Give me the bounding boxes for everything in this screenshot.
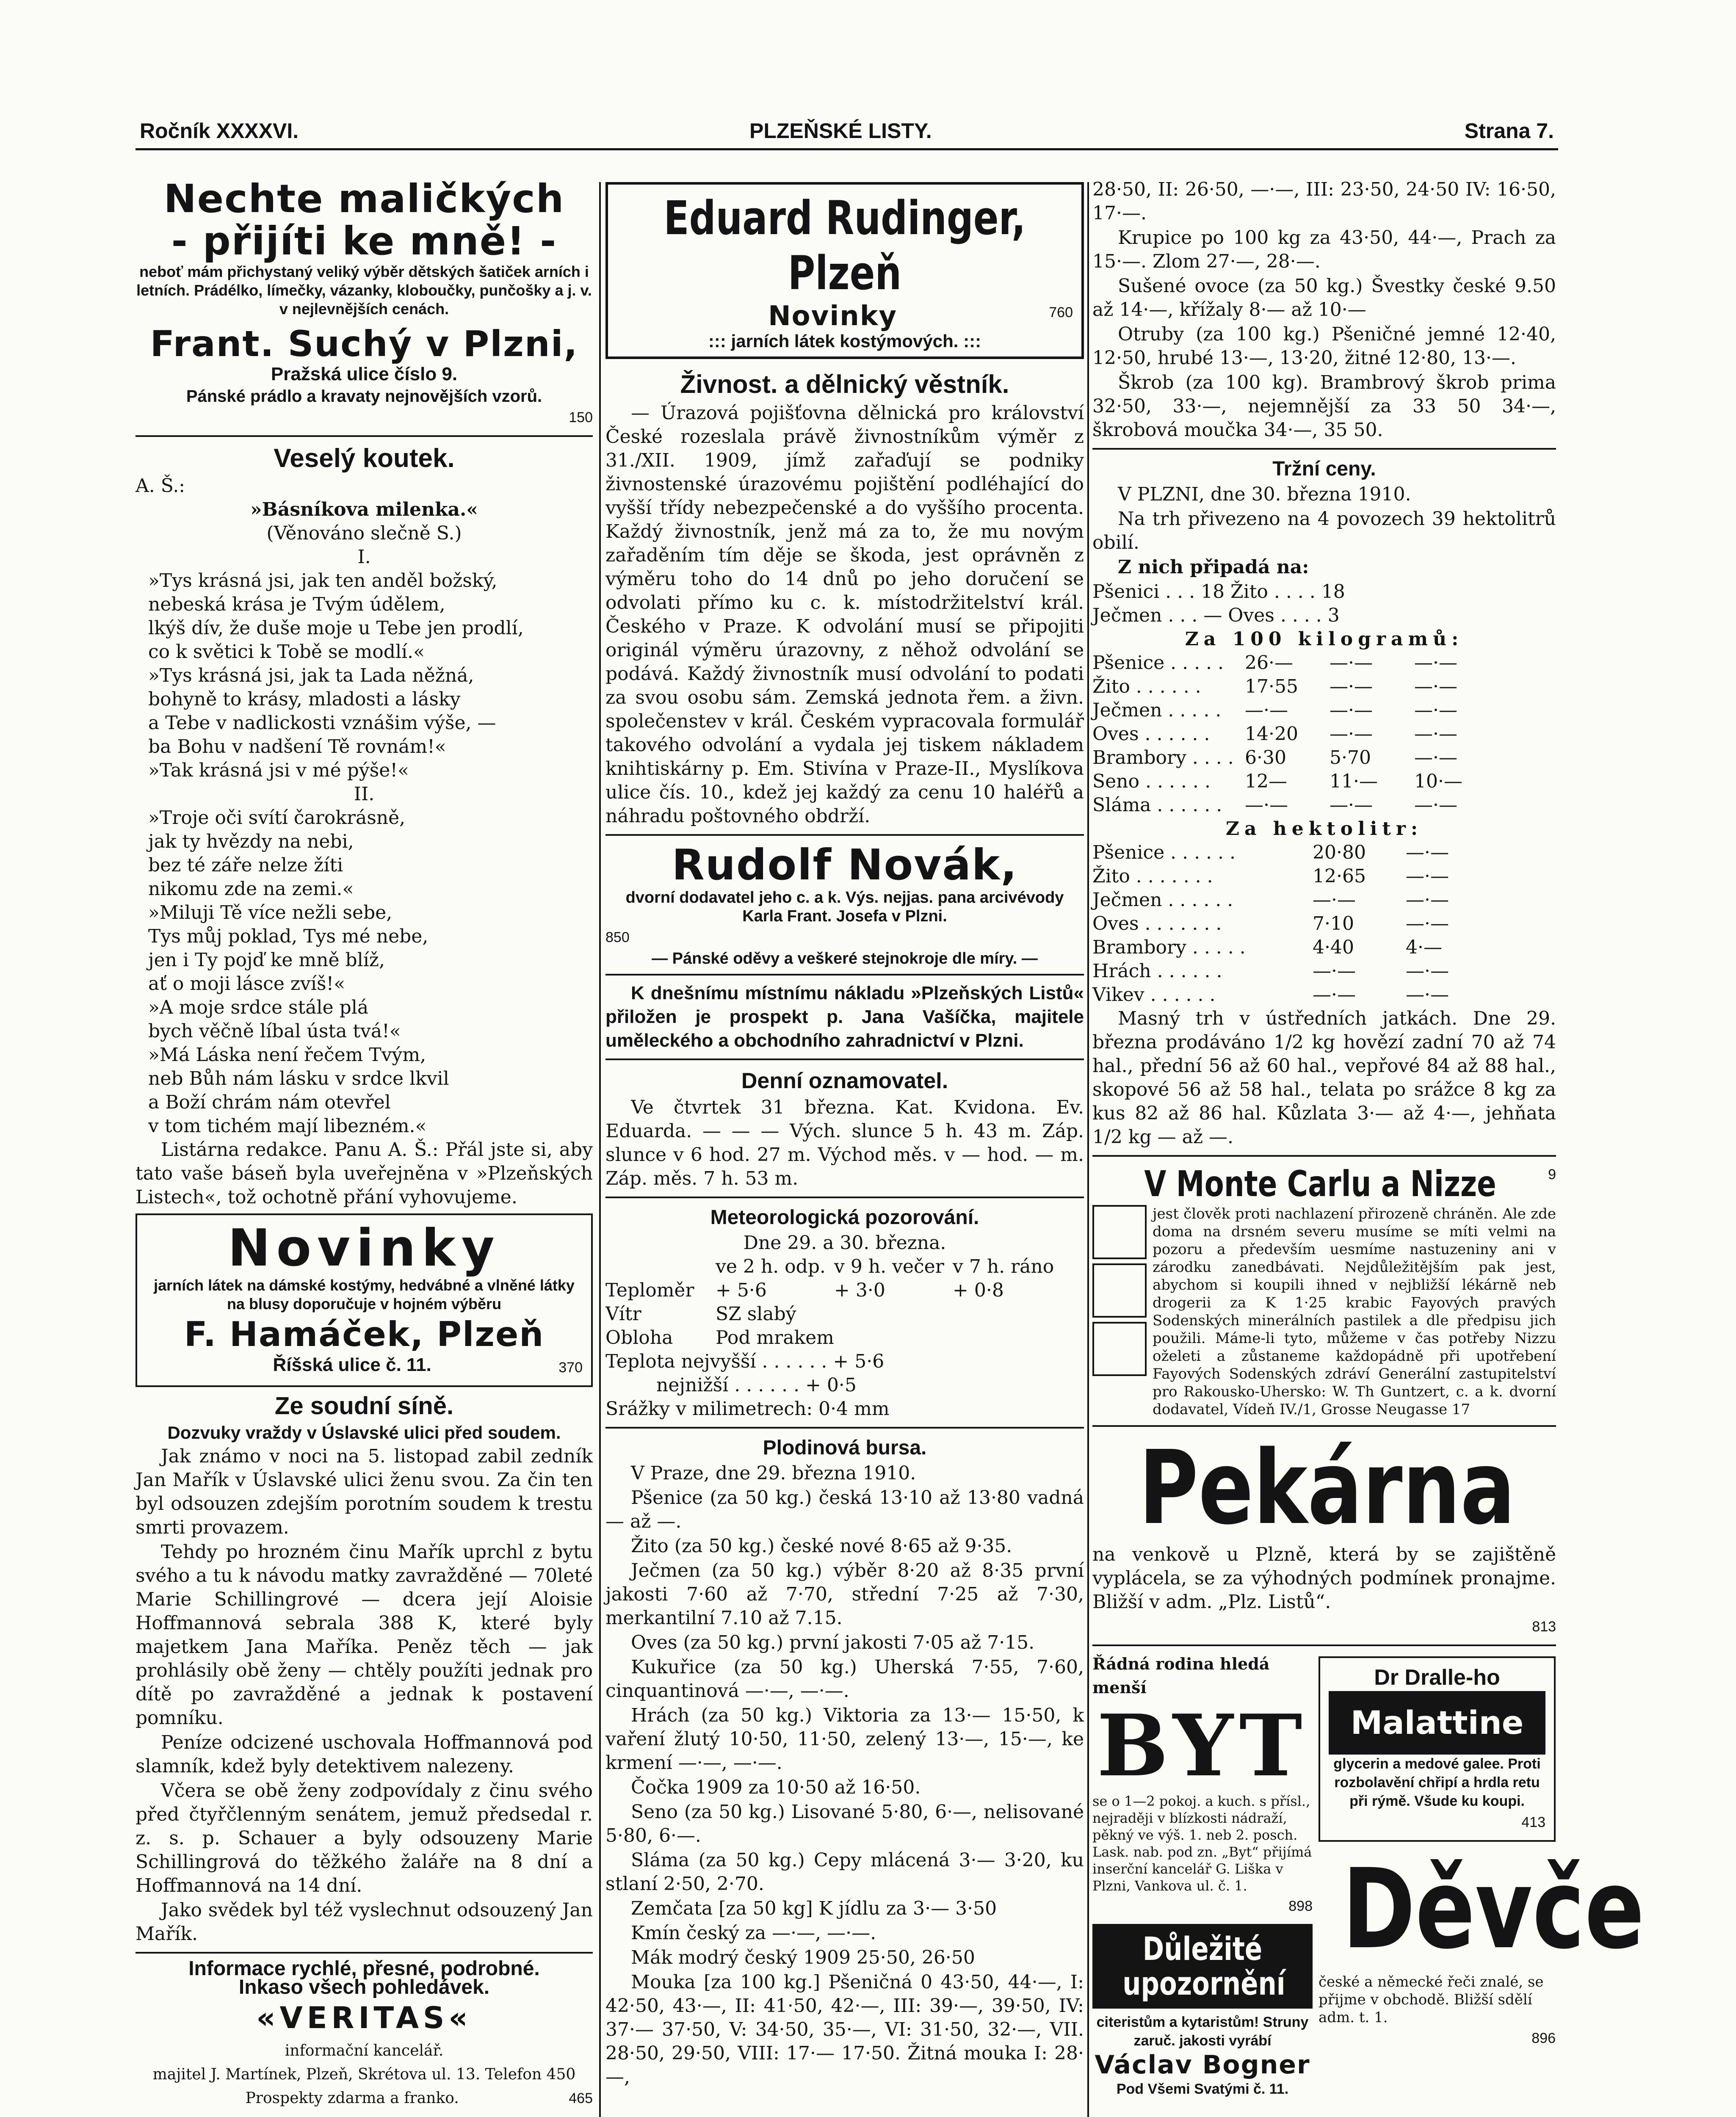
ad-malattine xyxy=(1319,1656,1556,1842)
kg-cell: —·— xyxy=(1245,794,1288,816)
ad-monte-number: 9 xyxy=(1548,1166,1556,1183)
poem-stanza-2 xyxy=(135,806,593,1138)
poem-line: Tys můj poklad, Tys mé nebe, xyxy=(148,926,428,947)
bursa-continued: Otruby (za 100 kg.) Pšeničné jemné 12·40, 12·50, hrubé 13·—, 13·20, žitné 12·80, 13·—. xyxy=(1092,323,1556,369)
ad-hamacek-title: Novinky xyxy=(228,1219,500,1278)
poem-line: a Tebe v nadlickosti vznášim výše, — xyxy=(148,712,496,734)
ad-hamacek xyxy=(135,1213,593,1387)
ad-rudinger-title: Novinky xyxy=(768,301,898,332)
poem-line: ať o moji lásce zvíš!« xyxy=(148,973,346,995)
trzni-kg-title: Za 100 kilogramů: xyxy=(1185,628,1464,650)
vesely-koutek-title: Veselý koutek. xyxy=(274,444,455,473)
kg-row-name: Seno . . . . . . xyxy=(1092,771,1211,792)
poem-author: A. Š.: xyxy=(135,475,185,497)
meteo-col-header: v 7 h. ráno xyxy=(953,1256,1054,1277)
soud-paragraph: Jak známo v noci na 5. listopad zabil zedník Jan Mařík v Úslavské ulici ženu svou. Za čin ten byl odsouzen zdejším porotním soudem k trestu smrti provazem. xyxy=(135,1445,593,1538)
kg-row-name: Ječmen . . . . . xyxy=(1092,699,1222,721)
ad-byt-intro: Řádná rodina hledá menší xyxy=(1092,1654,1270,1697)
ad-pekarna-body: na venkově u Plzně, která by se zajištěně vyplácela, se za výhodných podmínek pronajme. Bližší v adm. „Plz. Listů“. xyxy=(1092,1544,1556,1613)
kg-cell: —·— xyxy=(1330,676,1373,697)
kg-cell: —·— xyxy=(1330,699,1373,721)
ads-bottom-row xyxy=(1092,1652,1645,2098)
kg-cell: 5·70 xyxy=(1330,747,1371,768)
ad-malattine-column xyxy=(1319,1652,1645,2098)
trzni-hl-title: Za hektolitr: xyxy=(1225,818,1423,840)
ad-monte-title: V Monte Carlu a Nizze xyxy=(1144,1163,1496,1205)
ad-malattine-intro: Dr Dralle-ho xyxy=(1374,1665,1500,1690)
ad-veritas-subtitle: informační kancelář. xyxy=(285,2042,444,2059)
hl-cell: —·— xyxy=(1406,960,1449,982)
soud-paragraph: Peníze odcizené uschovala Hoffmannová pod slamník, kdež byly detektivem nalezeny. xyxy=(135,1732,593,1777)
meteo-cell xyxy=(953,1326,1071,1350)
meteo-row-label: Vítr xyxy=(605,1303,641,1325)
kg-cell: —·— xyxy=(1414,652,1457,674)
meteo-cell xyxy=(834,1326,953,1350)
bursa-continued: 28·50, II: 26·50, —·—, III: 23·50, 24·50 IV: 16·50, 17·—. xyxy=(1092,179,1556,224)
kg-cell: 10·— xyxy=(1414,771,1462,792)
newspaper-title: PLZEŇSKÉ LISTY. xyxy=(749,119,932,143)
poem-line: »Tys krásná jsi, jak ta Lada něžná, xyxy=(148,665,474,686)
zivnost-paragraph: — Úrazová pojišťovna dělnická pro království České rozeslala právě živnostníkům výměr z 31./XII. 1909, jímž zařaďují se podniky živnostenské úrazovému pojištění podléhající do vyšší třídy nebezpečenské a do vyššího procenta. Každý živnostník, jenž má za to, že mu novým zařaděním tím děje se škoda, jest oprávněn z výměru toho do 14 dnů po jeho doručení se odvolati přímo ku c. k. místodržitelství král. Českého v Praze. K odvolání musí se připojiti originál výměru úrazovny, z něhož odvolání se podává. Každý živnostník musí odvolání to podati za svou osobu sám. Zemská jednota řem. a živn. společenstev v král. Českém vypracovala formulář takového odvolání a vydala jej tiskem nákladem knihtiskárny p. Em. Stivína v Praze-II., Myslíkova ulice čís. 10., kdež jej každý za cenu 10 haléřů a náhradu poštovného obdrží. xyxy=(605,402,1084,827)
poem-line: »Miluji Tě více nežli sebe, xyxy=(148,902,393,923)
meteo xyxy=(605,1204,1084,1421)
zivnost-title: Živnost. a dělnický věstník. xyxy=(680,370,1009,398)
hl-cell: —·— xyxy=(1406,889,1449,911)
hl-cell: 7·10 xyxy=(1313,913,1354,934)
soud-paragraph: Tehdy po hrozném činu Mařík uprchl z bytu svého a tu k návodu matky zavražděné — 70leté Marie Schillingrové — dcera její Aloisie Hoffmannová sebrala 388 K, které byly majetkem Jana Maříka. Peněz těch — jak prohlásily obě ženy — chtěly použíti jednak pro dítě po zavražděné a jednak k postavení pomníku. xyxy=(135,1541,593,1729)
meteo-cell: SZ slabý xyxy=(716,1303,796,1325)
header-rule xyxy=(135,148,1558,150)
poem-line: nebeská krása je Tvým údělem, xyxy=(148,594,445,615)
ad-pekarna-title: Pekárna xyxy=(1139,1429,1515,1547)
meteo-row-label: Obloha xyxy=(605,1327,673,1349)
soud-paragraph: Včera se obě ženy zodpovídaly z činu svého před čtyřčlenným senátem, jemuž předsedal r. z. s. p. Schauer a byly odsouzeny Marie Schillingrová do těžkého žaláře na 8 dní a Hoffmannová na 14 dní. xyxy=(135,1780,593,1896)
bursa-title: Plodinová bursa. xyxy=(763,1437,927,1459)
meteo-min-temp: nejnižší . . . . . . + 0·5 xyxy=(656,1374,857,1396)
ad-veritas-number: 465 xyxy=(569,2090,593,2106)
kg-cell: 12— xyxy=(1245,771,1287,792)
poem-line: »Má Láska není řečem Tvým, xyxy=(148,1044,426,1066)
ad-pekarna xyxy=(1092,1429,1556,1639)
hl-cell: —·— xyxy=(1406,913,1449,934)
ad-veritas-owner: majitel J. Martínek, Plzeň, Skrétova ul. 13. Telefon 450 xyxy=(152,2066,576,2083)
poem-part-1: I. xyxy=(357,546,371,568)
bursa-line: Žito (za 50 kg.) české nové 8·65 až 9·35. xyxy=(631,1535,1012,1557)
masny-trh: Masný trh v ústředních jatkách. Dne 29. března prodáváno 1/2 kg hovězí zadní 70 až 74 hal., přední 56 až 60 hal., vepřové 84 až 88 hal., skopové 56 až 58 hal., telata po srážce 8 kg za kus 82 až 86 hal. Kůzlata 3·— až 4·—, jehňata 1/2 kg — až —. xyxy=(1092,1008,1556,1148)
soudni-sin xyxy=(135,1391,593,1946)
ad-upozorneni-name: Václav Bogner xyxy=(1095,2050,1310,2080)
ad-byt-title: BYT xyxy=(1097,1696,1308,1796)
trzni-line: Ječmen . . . — Oves . . . . 3 xyxy=(1092,605,1340,626)
ad-byt-column xyxy=(1092,1652,1313,2098)
hl-row-name: Žito . . . . . . . xyxy=(1092,865,1213,887)
bursa-line: Hrách (za 50 kg.) Viktoria za 13·— 15·50, k vaření žlutý 10·50, 11·50, zelený 13·—, 15·—, ke krmení —·—, —·—. xyxy=(605,1705,1084,1774)
poem-line: lkýš dív, že duše moje u Tebe jen prodlí, xyxy=(148,617,524,639)
ad-novak-number: 850 xyxy=(605,929,630,945)
poem-line: »Troje oči svítí čarokrásně, xyxy=(148,807,406,829)
kg-cell: —·— xyxy=(1330,723,1373,745)
ad-suchy-address: Pražská ulice číslo 9. xyxy=(271,364,458,384)
bursa-line: Mouka [za 100 kg.] Pšeničná 0 43·50, 44·—, I: 42·50, 43·—, II: 41·50, 42·—, III: 39·—, 39·50, IV: 37·— 37·50, V: 34·50, 35·—, VI: 31·50, 32·—, VII. 28·50, 29·50, VIII: 17·— 17·50. Žitná mouka I: 28·—, xyxy=(605,1971,1084,2088)
page-number: Strana 7. xyxy=(1464,119,1554,143)
kg-cell: —·— xyxy=(1414,699,1457,721)
trzni-intro: Na trh přivezeno na 4 povozech 39 hektolitrů obilí. xyxy=(1092,508,1556,553)
meteo-col-header: v 9 h. večer xyxy=(834,1256,944,1277)
ad-hamacek-body: jarních látek na dámské kostýmy, hedvábné a vlněné látky na blusy doporučuje v hojném výběru xyxy=(154,1277,575,1313)
kg-cell: 17·55 xyxy=(1245,676,1298,697)
bursa xyxy=(605,1434,1084,2089)
denni-body: Ve čtvrtek 31 března. Kat. Kvidona. Ev. Eduarda. — — — Vých. slunce 5 h. 43 m. Záp. slunce v 6 hod. 27 m. Východ měs. v — hod. — m. Záp. měs. 7 h. 53 m. xyxy=(605,1097,1084,1189)
ad-rudinger-name: Eduard Rudinger, Plzeň xyxy=(663,191,1026,300)
trzni-hl-table xyxy=(1092,841,1556,1007)
ad-malattine-number: 413 xyxy=(1521,1814,1545,1830)
hl-row-name: Brambory . . . . . xyxy=(1092,937,1246,958)
poem-part-2: II. xyxy=(354,783,375,805)
poem-line: neb Bůh nám lásku v srdce lkvil xyxy=(148,1068,449,1089)
soud-title: Ze soudní síně. xyxy=(274,1392,454,1420)
hl-cell: 12·65 xyxy=(1313,865,1366,887)
bursa-line: Čočka 1909 za 10·50 až 16·50. xyxy=(631,1777,921,1798)
ad-upozorneni-address: Pod Všemi Svatými č. 11. xyxy=(1116,2081,1289,2097)
trzni-subhead: Z nich připadá na: xyxy=(1118,556,1309,578)
kg-cell: 6·30 xyxy=(1245,747,1286,768)
soud-subtitle: Dozvuky vraždy v Úslavské ulici před soudem. xyxy=(167,1423,561,1443)
bursa-line: Ječmen (za 50 kg.) výběr 8·20 až 8·35 první jakosti 7·60 až 7·70, střední 7·25 až 7·30, merkantilní 7.10 až 7.15. xyxy=(605,1560,1084,1629)
poem-line: bohyně to krásy, mladosti a lásky xyxy=(148,688,461,710)
poem-line: jak ty hvězdy na nebi, xyxy=(148,831,354,852)
trzni-date: V PLZNI, dne 30. března 1910. xyxy=(1118,484,1411,505)
kg-row-name: Oves . . . . . . xyxy=(1092,723,1210,745)
kg-cell: —·— xyxy=(1414,747,1457,768)
hl-row-name: Pšenice . . . . . . xyxy=(1092,842,1236,863)
column-divider-1 xyxy=(599,182,601,2117)
trzni-ceny xyxy=(1092,456,1556,1149)
ad-rudinger xyxy=(605,182,1084,359)
hl-row-name: Hrách . . . . . . xyxy=(1092,960,1222,982)
meteo-cell xyxy=(953,1302,1071,1326)
poem-line: jen i Ty pojď ke mně blíž, xyxy=(148,949,385,971)
ad-upozorneni-box xyxy=(1092,1924,1313,2009)
meteo-cell: + 3·0 xyxy=(834,1280,885,1301)
ad-novak-line-2: — Pánské oděvy a veškeré stejnokroje dle míry. — xyxy=(652,950,1038,967)
ad-novak-name: Rudolf Novák, xyxy=(672,840,1018,890)
bursa-line: Kmín český za —·—, —·—. xyxy=(631,1922,876,1944)
ad-veritas-prospects: Prospekty zdarma a franko. xyxy=(245,2089,459,2107)
soud-paragraph: Jako svědek byl též vyslechnut odsouzený Jan Mařík. xyxy=(135,1899,593,1945)
ad-suchy-title-2: - přijíti ke mně! - xyxy=(171,218,557,264)
diamond-pattern-icon xyxy=(1092,1205,1147,1419)
ad-monte-body: jest člověk proti nachlazení přirozeně chráněn. Ale zde doma na drsném severu musíme se míti velmi na pozoru a především uesmíme nastuzeniny ani v zárodku zanedbávati. Nejdůležitějším pak jest, abychom si koupili ihned v nejbližší lékárně neb drogerii za K 1·25 krabic Fayových pravých Sodenských minerálních pastilek a dle předpisu jich použili. Máme-li tyto, můžeme v čas potřeby Nizzu oželeti a zůstaneme každopádně při upotřebení Fayových Sodenských zdráví Generální zastupitelství pro Rakousko-Uhersko: W. Th Guntzert, c. a k. dvorní dodavatel, Vídeň IV./1, Grosse Neugasse 17 xyxy=(1153,1205,1556,1418)
kg-cell: —·— xyxy=(1414,676,1457,697)
kg-row-name: Žito . . . . . . xyxy=(1092,676,1201,697)
column-2 xyxy=(605,178,1084,2090)
kg-cell: —·— xyxy=(1414,794,1457,816)
bursa-continued: Krupice po 100 kg za 43·50, 44·—, Prach za 15·—. Zlom 27·—, 28·—. xyxy=(1092,227,1556,272)
ad-suchy-title-1: Nechte maličkých xyxy=(163,176,565,221)
ad-veritas-line-2: Inkaso všech pohledávek. xyxy=(238,1976,490,1998)
trzni-kg-table xyxy=(1092,651,1556,817)
bursa-continued: Sušené ovoce (za 50 kg.) Švestky české 9.50 až 14·—, křížaly 8·— až 10·— xyxy=(1092,275,1556,321)
ad-upozorneni-title: Důležité upozornění xyxy=(1122,1930,1285,2002)
meteo-row-label: Teploměr xyxy=(605,1280,694,1301)
ad-novak-line-1: dvorní dodavatel jeho c. a k. Výs. nejjas. pana arcivévody Karla Frant. Josefa v Plzni. xyxy=(625,889,1064,925)
poem-line: »A moje srdce stále plá xyxy=(148,997,369,1018)
ad-hamacek-number: 370 xyxy=(558,1360,583,1376)
poem-dedication: (Věnováno slečně S.) xyxy=(266,522,462,544)
hl-row-name: Oves . . . . . . . xyxy=(1092,913,1222,934)
listarna-redakce: Listárna redakce. Panu A. Š.: Přál jste si, aby tato vaše báseň byla uveřejněna v »Plzeňských Listech«, tož ochotně přání vyhovujeme. xyxy=(135,1139,593,1208)
meteo-cell: + 0·8 xyxy=(953,1280,1004,1301)
meteo-col-header: ve 2 h. odp. xyxy=(716,1256,826,1277)
ad-veritas-name: «VERITAS« xyxy=(256,2001,472,2035)
meteo-cell: + 5·6 xyxy=(716,1280,767,1301)
trzni-title: Tržní ceny. xyxy=(1272,458,1376,480)
hl-cell: —·— xyxy=(1313,889,1356,911)
hl-row-name: Vikev . . . . . . xyxy=(1092,984,1216,1006)
volume-label: Ročník XXXXVI. xyxy=(140,119,299,143)
hl-cell: —·— xyxy=(1406,984,1449,1006)
ad-hamacek-address: Říšská ulice č. 11. xyxy=(273,1354,431,1375)
poem-line: v tom tichém mají libezném.« xyxy=(148,1115,427,1137)
ad-hamacek-name: F. Hamáček, Plzeň xyxy=(184,1315,545,1354)
ad-suchy xyxy=(135,178,593,429)
kg-row-name: Brambory . . . . xyxy=(1092,747,1234,768)
ad-rudinger-subtitle: ::: jarních látek kostýmových. ::: xyxy=(708,331,981,351)
kg-cell: 11·— xyxy=(1330,771,1378,792)
ad-veritas xyxy=(135,1959,593,2110)
poem-stanza-1 xyxy=(135,569,593,782)
ad-rudinger-number: 760 xyxy=(1049,304,1073,321)
meteo-precipitation: Srážky v milimetrech: 0·4 mm xyxy=(605,1398,890,1420)
kg-cell: —·— xyxy=(1330,794,1373,816)
ad-suchy-body: neboť mám přichystaný veliký výběr dětských šatiček arních i letních. Prádélko, límečky, vázanky, kloboučky, punčošky a j. v. v nejlevnějších cenách. xyxy=(136,263,592,318)
bursa-line: Seno (za 50 kg.) Lisované 5·80, 6·—, nelisované 5·80, 6·—. xyxy=(605,1801,1084,1846)
hl-cell: 4·— xyxy=(1406,937,1442,958)
poem-line: »Tak krásná jsi v mé pýše!« xyxy=(148,760,409,781)
kg-cell: 14·20 xyxy=(1245,723,1298,745)
poem-line: bych věčně líbal ústa tvá!« xyxy=(148,1020,401,1042)
bursa-continued: Škrob (za 100 kg). Brambrový škrob prima 32·50, 33·—, nejemnější za 33 50 34·—, škrobová moučka 34·—, 35 50. xyxy=(1092,372,1556,441)
poem-line: nikomu zde na zemi.« xyxy=(148,878,354,900)
hl-cell: 20·80 xyxy=(1313,842,1366,863)
ad-byt-body: se o 1—2 pokoj. a kuch. s přísl., nejraději v blízkosti nádraží, pěkný ve výš. 1. neb 2. posch. Lask. nab. pod zn. „Byt“ přijímá inserční kancelář G. Liška v Plzni, Vankova ul. č. 1. xyxy=(1092,1793,1312,1894)
meteo-title: Meteorologická pozorování. xyxy=(710,1206,979,1229)
prospekt-notice: K dnešnímu místnímu nákladu »Plzeňských Listů« přiložen je prospekt p. Jana Vašíčka, majitele uměleckého a obchodního zahradnictví v Plzni. xyxy=(605,983,1084,1051)
hl-cell: —·— xyxy=(1406,865,1449,887)
denni-title: Denní oznamovatel. xyxy=(741,1069,948,1093)
ad-pekarna-number: 813 xyxy=(1532,1619,1556,1635)
hl-cell: —·— xyxy=(1313,960,1356,982)
bursa-date: V Praze, dne 29. března 1910. xyxy=(631,1462,916,1484)
page-header xyxy=(140,119,1554,152)
hl-row-name: Ječmen . . . . . . xyxy=(1092,889,1233,911)
hl-cell: —·— xyxy=(1313,984,1356,1006)
meteo-date: Dne 29. a 30. března. xyxy=(743,1232,946,1254)
column-divider-2 xyxy=(1087,182,1089,2117)
kg-cell: 26·— xyxy=(1245,652,1293,674)
poem-title: »Básníkova milenka.« xyxy=(250,499,478,520)
meteo-table xyxy=(605,1255,1084,1350)
kg-row-name: Sláma . . . . . . xyxy=(1092,794,1222,816)
ad-devce-title: Děvče xyxy=(1342,1846,1645,1973)
ad-upozorneni-body: citeristům a kytaristům! Struny zaruč. jakosti vyrábí xyxy=(1096,2014,1309,2049)
bursa-line: Oves (za 50 kg.) první jakosti 7·05 až 7·15. xyxy=(631,1632,1035,1653)
bursa-line: Mák modrý český 1909 25·50, 26·50 xyxy=(631,1947,975,1968)
hl-cell: 4·40 xyxy=(1313,937,1354,958)
ad-suchy-number: 150 xyxy=(569,409,593,426)
ad-byt-number: 898 xyxy=(1288,1898,1313,1914)
poem-line: a Boží chrám nám otevřel xyxy=(148,1092,391,1113)
vesely-koutek xyxy=(135,443,593,1209)
ad-veritas-line-1: Informace rychlé, přesné, podrobné. xyxy=(188,1957,540,1980)
poem-line: co k světici k Tobě se modlí.« xyxy=(148,641,425,663)
bursa-line: Pšenice (za 50 kg.) česká 13·10 až 13·80 vadná — až —. xyxy=(605,1487,1084,1532)
ad-devce-body: české a německé řeči znalé, se přijme v obchodě. Bližší sdělí adm. t. 1. xyxy=(1319,1973,1544,2026)
kg-cell: —·— xyxy=(1245,699,1288,721)
ad-devce-number: 896 xyxy=(1531,2030,1556,2046)
kg-row-name: Pšenice . . . . . xyxy=(1092,652,1224,674)
trzni-line: Pšenici . . . 18 Žito . . . . 18 xyxy=(1092,581,1345,602)
ad-suchy-name: Frant. Suchý v Plzni, xyxy=(150,323,578,365)
bursa-line: Zemčata [za 50 kg] K jídlu za 3·— 3·50 xyxy=(631,1898,997,1919)
meteo-cell xyxy=(834,1302,953,1326)
ad-suchy-tagline: Pánské prádlo a kravaty nejnovějších vzorů. xyxy=(186,387,542,406)
ad-malattine-title: Malattine xyxy=(1329,1691,1545,1755)
hl-cell: —·— xyxy=(1406,842,1449,863)
ad-monte-carlo xyxy=(1092,1163,1556,1419)
bursa-line: Sláma (za 50 kg.) Cepy mlácená 3·— 3·20, ku stlaní 2·50, 2·70. xyxy=(605,1849,1084,1895)
meteo-cell: Pod mrakem xyxy=(716,1327,834,1349)
column-3 xyxy=(1092,178,1645,2098)
column-1 xyxy=(135,178,593,2110)
kg-cell: —·— xyxy=(1414,723,1457,745)
ad-novak xyxy=(605,842,1084,968)
bursa-line: Kukuřice (za 50 kg.) Uherská 7·55, 7·60, cinquantinová —·—, —·—. xyxy=(605,1656,1084,1702)
meteo-max-temp: Teplota nejvyšší . . . . . . + 5·6 xyxy=(605,1351,885,1372)
poem-line: bez té záře nelze žíti xyxy=(148,854,343,876)
ad-malattine-body: glycerin a medové galee. Proti rozbolavění chřipí a hrdla retu při rýmě. Všude ku koupi. xyxy=(1333,1756,1541,1809)
kg-cell: —·— xyxy=(1330,652,1373,674)
poem-line: »Tys krásná jsi, jak ten anděl božský, xyxy=(148,570,498,591)
poem-line: ba Bohu v nadšení Tě rovnám!« xyxy=(148,736,446,757)
